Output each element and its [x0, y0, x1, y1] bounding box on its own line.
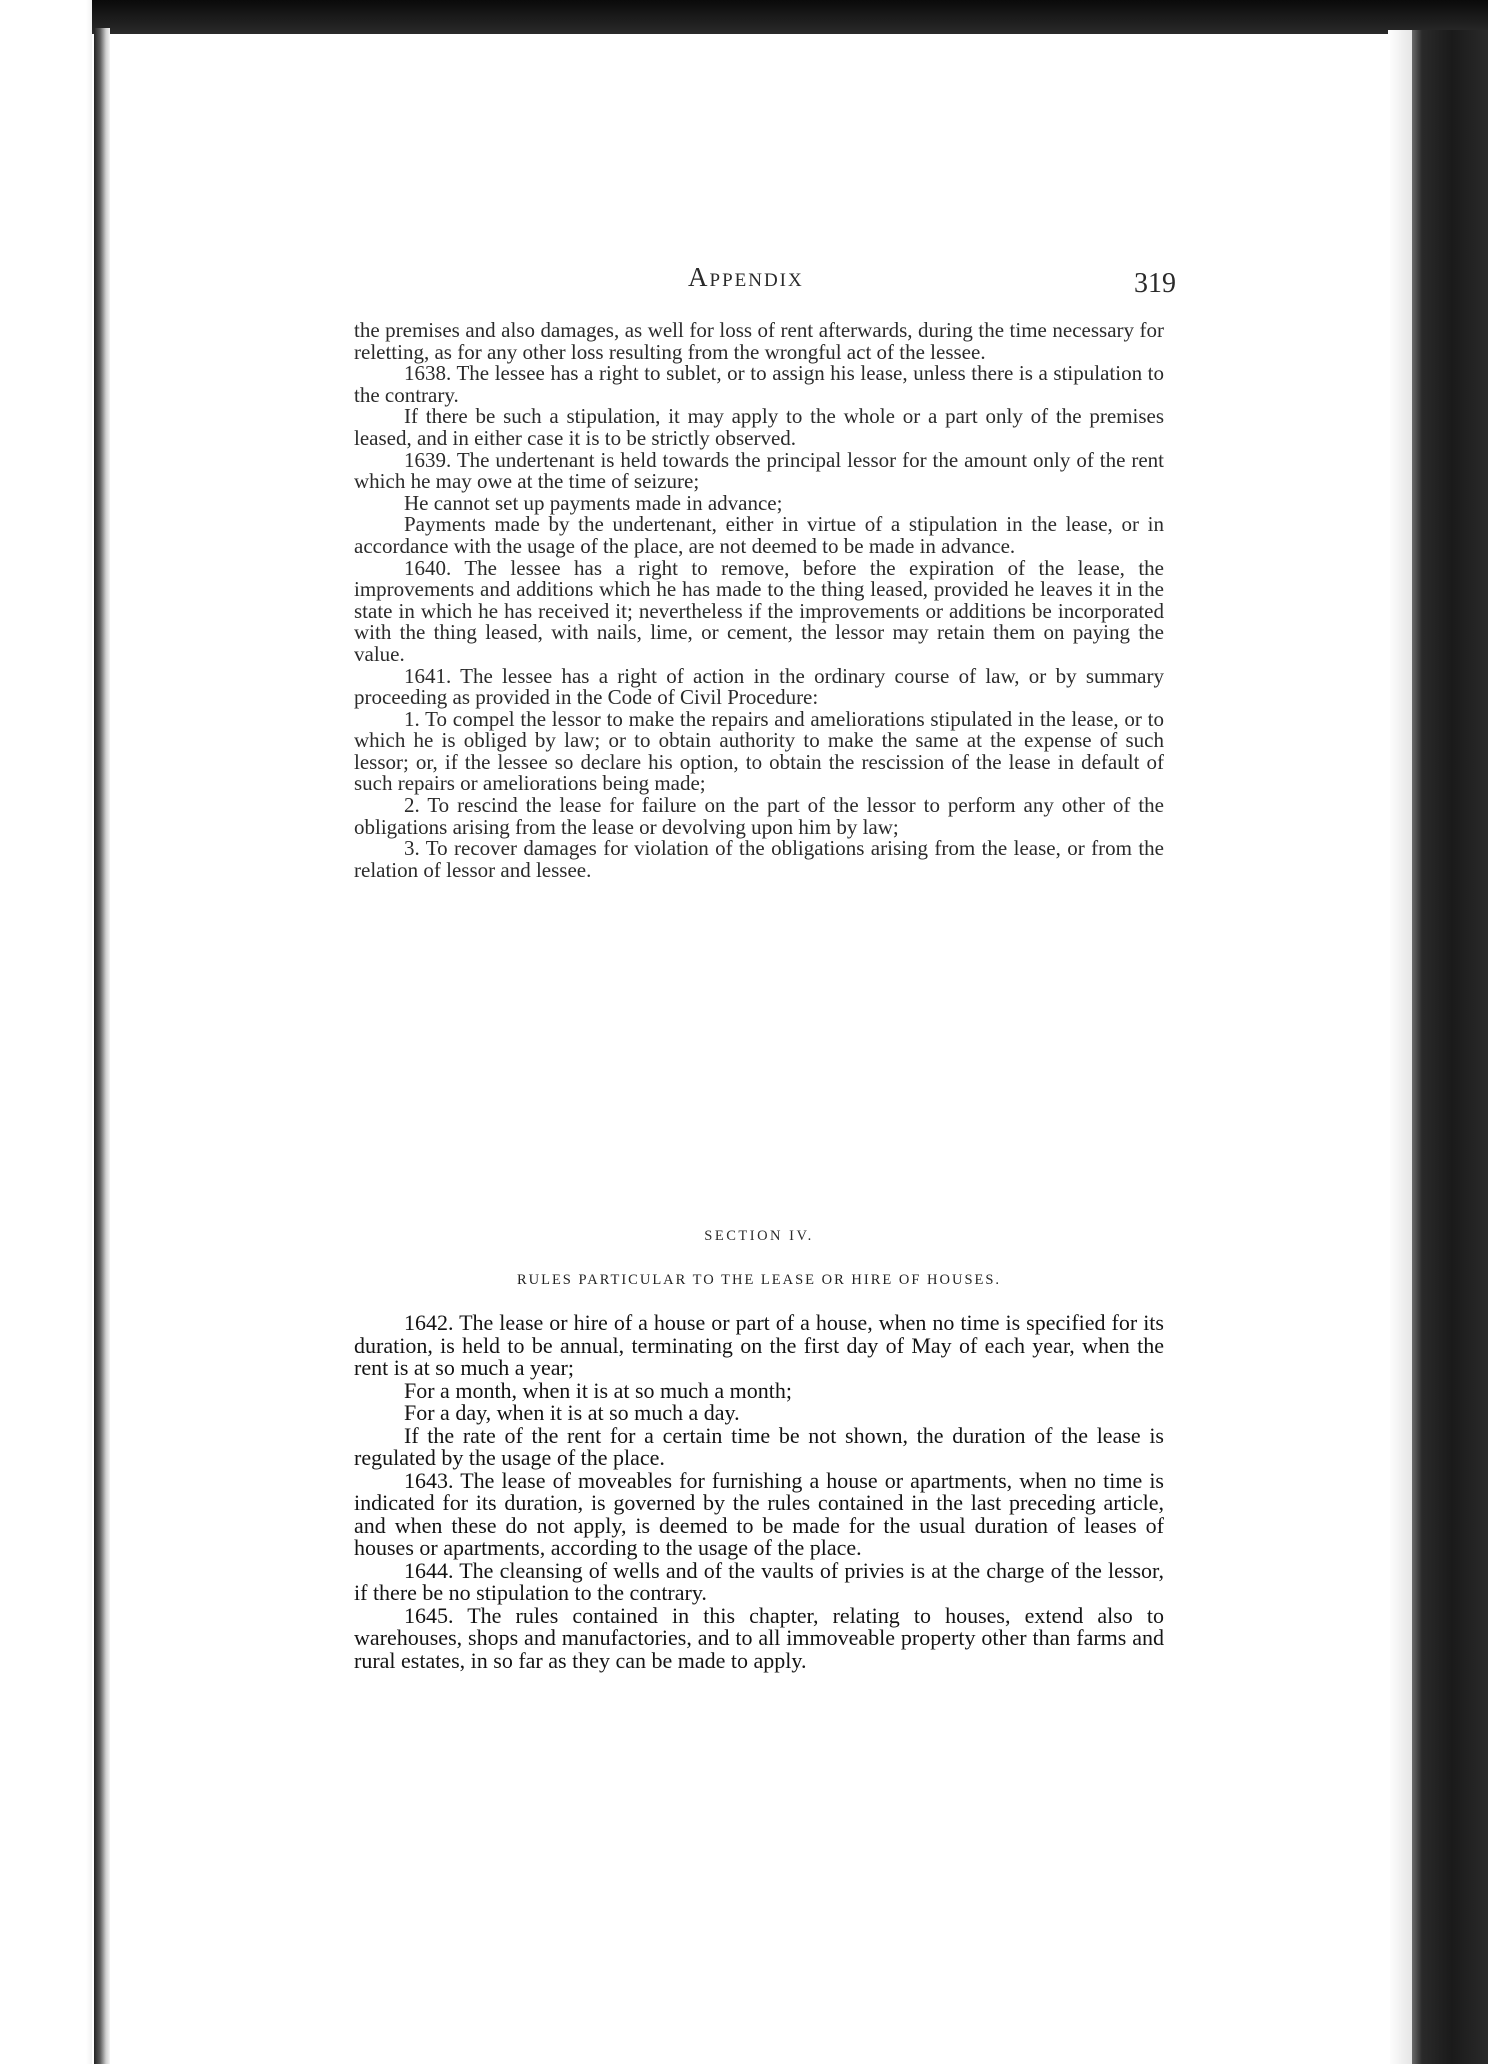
running-head: Appendix — [688, 262, 804, 292]
scan-left-margin — [0, 0, 92, 2064]
article-1642: 1642. The lease or hire of a house or part of a house, when no time is specified for its duration, is held to be annual, terminating on the first day of May of each year, when the rent is at so much a year; — [354, 1310, 1164, 1380]
paragraph: the premises and also damages, as well for loss of rent afterwards, during the time necessary for reletting, as for any other loss resulting from the wrongful act of the lessee. — [354, 318, 1164, 364]
article-1643: 1643. The lease of moveables for furnishing a house or apartments, when no time is indicated for its duration, is governed by the rules contained in the last preceding article, and when these do not apply, is deemed to be made for the usual duration of leases of houses or apartments, according to the usage of the place. — [354, 1467, 1164, 1560]
section-number: SECTION IV. — [704, 1228, 814, 1244]
section-title: RULES PARTICULAR TO THE LEASE OR HIRE OF HOUSES. — [516, 1272, 1002, 1288]
article-1638: 1638. The lessee has a right to sublet, or to assign his lease, unless there is a stipulation to the contrary. — [354, 361, 1164, 407]
article-1645: 1645. The rules contained in this chapter, relating to houses, extend also to warehouses, shops and manufactories, and to all immoveable property other than farms and rural estates, in so far as they can be made to apply. — [354, 1602, 1164, 1673]
page-number: 319 — [1134, 268, 1176, 299]
paragraph: He cannot set up payments made in advance; — [404, 490, 783, 515]
scan-right-edge — [1412, 30, 1488, 2064]
list-item: 1. To compel the lessor to make the repairs and ameliorations stipulated in the lease, or to which he is obliged by law; or to obtain authority to make the same at the expense of such lessor; or, if the lessee so declare his option, to obtain the rescission of the lease in default of such repairs or ameliorations being made; — [354, 706, 1164, 796]
article-1640: 1640. The lessee has a right to remove, before the expiration of the lease, the improvements and additions which he has made to the thing leased, provided he leaves it in the state in which he has received it; nevertheless if the improvements or additions be incorporated with the thing leased, with nails, lime, or cement, the lessor may retain them on paying the value. — [354, 555, 1164, 666]
paragraph: For a day, when it is at so much a day. — [404, 1400, 740, 1425]
paragraph: If the rate of the rent for a certain time be not shown, the duration of the lease is regulated by the usage of the place. — [354, 1422, 1164, 1470]
binding-gutter — [94, 28, 110, 2064]
section-body-text — [354, 1312, 1164, 1672]
paragraph: For a month, when it is at so much a month; — [404, 1377, 793, 1403]
page-edge-shadow — [1388, 30, 1412, 2064]
paragraph: Payments made by the undertenant, either in virtue of a stipulation in the lease, or in accordance with the usage of the place, are not deemed to be made in advance. — [354, 512, 1164, 558]
article-1639: 1639. The undertenant is held towards the principal lessor for the amount only of the rent which he may owe at the time of seizure; — [354, 447, 1164, 494]
list-item: 2. To rescind the lease for failure on the part of the lessor to perform any other of the obligations arising from the lease or devolving upon him by law; — [354, 793, 1164, 839]
list-item: 3. To recover damages for violation of the obligations arising from the lease, or from the relation of lessor and lessee. — [354, 836, 1164, 882]
paragraph: If there be such a stipulation, it may apply to the whole or a part only of the premises leased, and in either case it is to be strictly observed. — [354, 404, 1164, 450]
article-1644: 1644. The cleansing of wells and of the vaults of privies is at the charge of the lessor, if there be no stipulation to the contrary. — [354, 1557, 1164, 1605]
article-1641: 1641. The lessee has a right of action in the ordinary course of law, or by summary proceeding as provided in the Code of Civil Procedure: — [354, 663, 1164, 710]
body-text — [354, 320, 1164, 881]
scan-top-edge — [0, 0, 1488, 34]
